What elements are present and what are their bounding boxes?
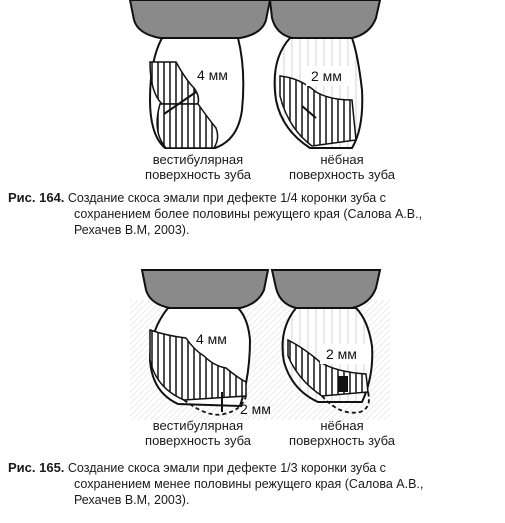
fig164-caption-number: Рис. 164. — [8, 190, 65, 205]
fig164-caption-line3: Рехачев В.М, 2003). — [74, 223, 190, 237]
fig165-vestibular-label — [128, 418, 268, 448]
fig164-vestibular-label — [128, 152, 268, 182]
fig165-caption-line3: Рехачев В.М, 2003). — [74, 493, 190, 507]
fig165-bottom-measure: 2 мм — [240, 401, 271, 417]
fig164-vestibular-label-line2: поверхность зуба — [145, 167, 251, 182]
fig165-caption — [8, 460, 498, 508]
fig164-vestibular-label-line1: вестибулярная — [152, 152, 244, 167]
fig165-vestibular-label-line2: поверхность зуба — [145, 433, 251, 448]
fig164-palatal-tooth — [270, 0, 380, 148]
fig165-vestibular-label-line1: вестибулярная — [152, 418, 244, 433]
fig164-vestibular-tooth — [130, 0, 270, 148]
fig165-caption-line2: сохранением менее половины режущего края (Салова А.В., — [74, 477, 424, 491]
fig164-palatal-label-line2: поверхность зуба — [289, 167, 395, 182]
fig164-left-measure: 4 мм — [197, 67, 228, 83]
fig165-left-measure: 4 мм — [196, 331, 227, 347]
fig165-caption-line1: Создание скоса эмали при дефекте 1/3 коронки зуба с — [67, 461, 386, 475]
fig165-palatal-label-line2: поверхность зуба — [289, 433, 395, 448]
fig165-caption-number: Рис. 165. — [8, 460, 65, 475]
fig165-right-measure: 2 мм — [326, 346, 357, 362]
fig164-caption-line2: сохранением более половины режущего края (Салова А.В., — [74, 207, 423, 221]
fig165-palatal-label-line1: нёбная — [320, 418, 364, 433]
fig164-caption — [8, 190, 498, 238]
fig164-palatal-label — [278, 152, 406, 182]
fig164-right-measure: 2 мм — [311, 68, 342, 84]
fig165-palatal-label — [278, 418, 406, 448]
fig164-palatal-label-line1: нёбная — [320, 152, 364, 167]
fig164-caption-line1: Создание скоса эмали при дефекте 1/4 коронки зуба с — [67, 191, 386, 205]
